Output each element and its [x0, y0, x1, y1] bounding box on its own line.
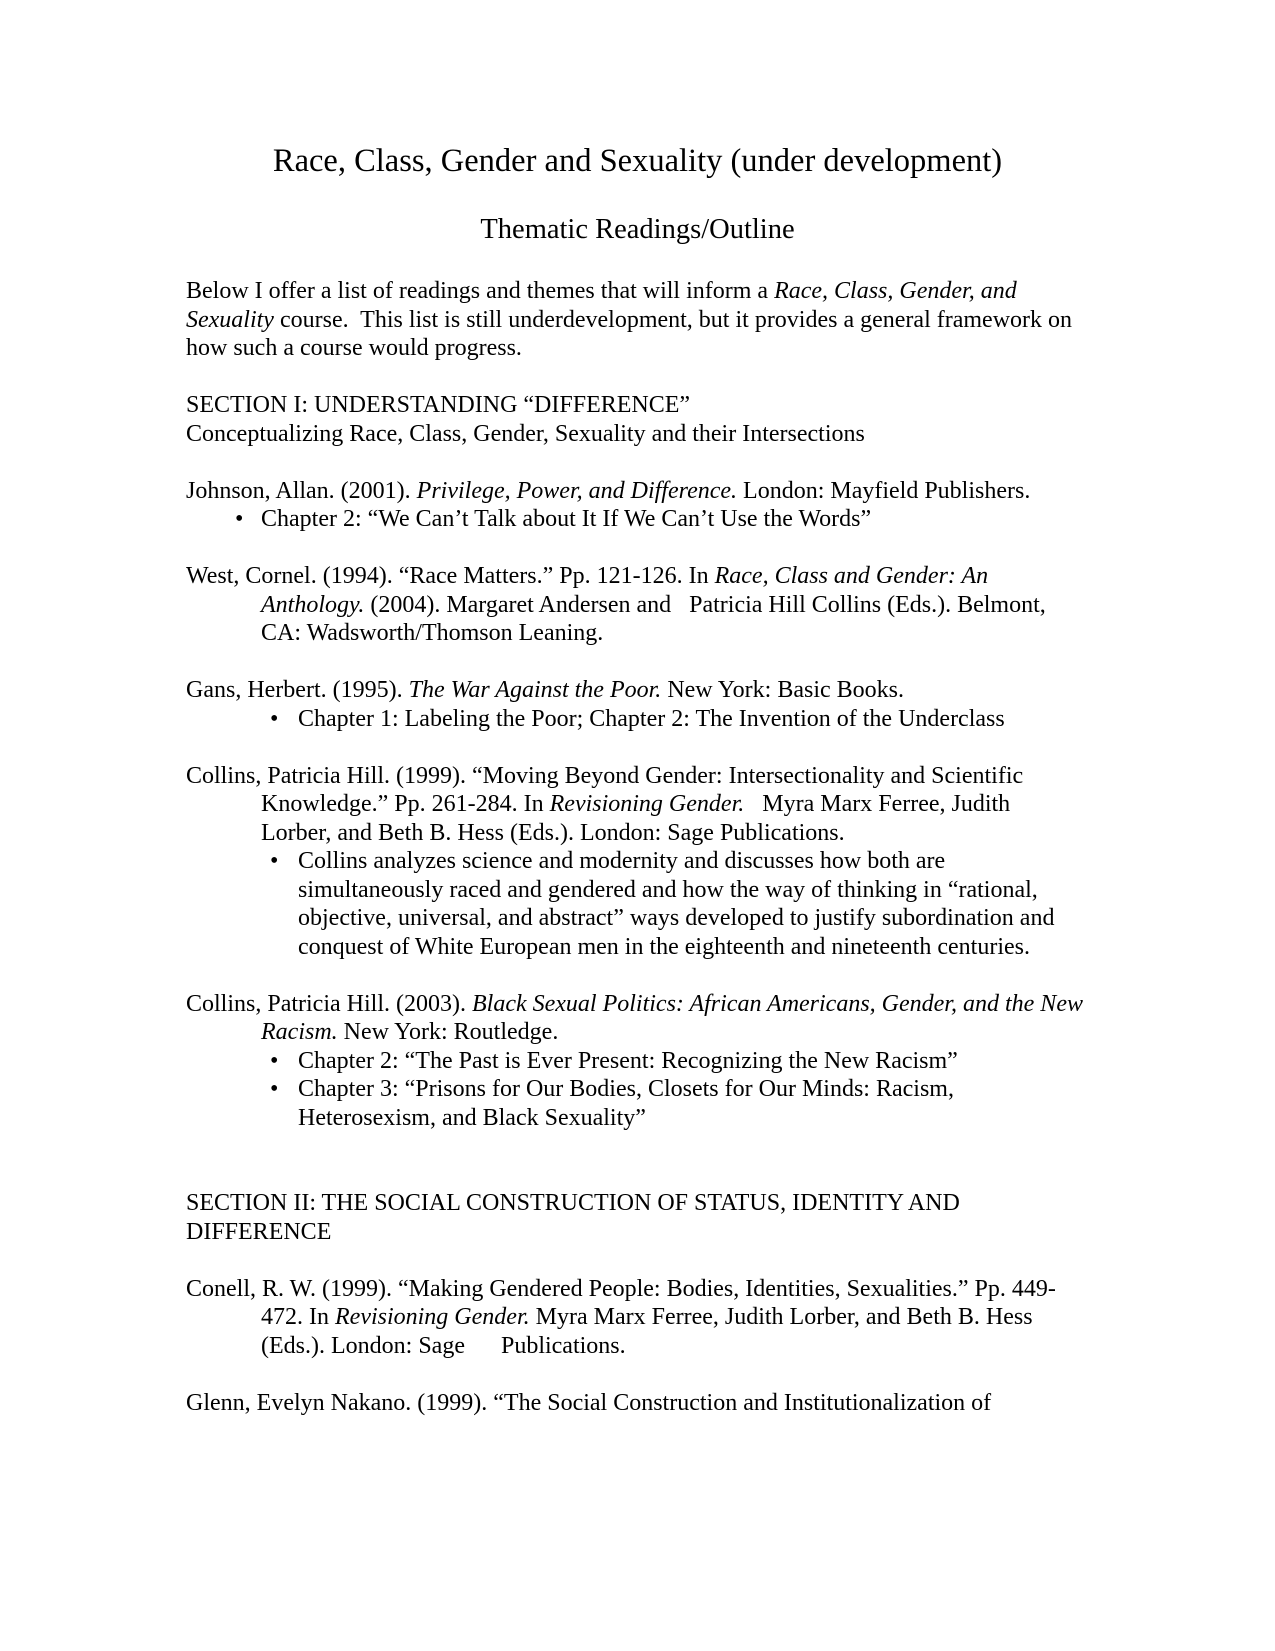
reference-west [186, 562, 1086, 648]
bullet-item: • Collins analyzes science and modernity and discusses how both are simultaneously raced and gendered and how the way of thinking in “rational, objective, universal, and abstract” ways developed to justify subordination and conquest of White European men in the eighteenth and nineteenth centuries. [186, 847, 1086, 961]
intro-text-end: course. This list is still underdevelopment, but it provides a general framework on how such a course would progress. [186, 306, 1079, 361]
ref-publisher: London: Mayfield Publishers. [737, 477, 1031, 504]
ref-title: Revisioning Gender. [549, 791, 745, 817]
intro-text: Below I offer a list of readings and themes that will inform a [186, 278, 775, 304]
ref-publisher: New York: Basic Books. [661, 677, 904, 703]
ref-author: Collins, Patricia Hill. (1999). “Moving Beyond Gender: Intersectionality and Scientific Knowledge.” Pp. 261-284. In [186, 762, 1030, 817]
ref-author: West, Cornel. (1994). “Race Matters.” Pp. 121-126. In [186, 563, 715, 589]
ref-title: Black Sexual Politics: African Americans, Gender, and the New Racism. [261, 990, 1083, 1045]
ref-author: Johnson, Allan. (2001). [186, 477, 417, 504]
reference-collins-1999 [186, 762, 1086, 848]
section1-heading: SECTION I: UNDERSTANDING “DIFFERENCE” [186, 392, 691, 418]
reference-johnson [186, 477, 1086, 506]
gans-bullets [186, 705, 1086, 734]
ref-author: Conell, R. W. (1999). “Making Gendered People: Bodies, Identities, Sexualities.” Pp. 449-472. In [186, 1275, 1056, 1330]
johnson-bullets [186, 505, 1086, 534]
intro-course-title: Race, Class, Gender, and Sexuality [186, 278, 1023, 333]
ref-author: Glenn, Evelyn Nakano. (1999). “The Social Construction and Institutionalization of [186, 1389, 992, 1416]
collins-1999-bullets [186, 847, 1086, 961]
ref-author: Collins, Patricia Hill. (2003). [186, 990, 472, 1017]
ref-title: The War Against the Poor. [408, 677, 662, 703]
document-body [186, 277, 1086, 1417]
ref-title: Race, Class and Gender: An Anthology. [261, 563, 994, 618]
page-subtitle: Thematic Readings/Outline [480, 214, 795, 245]
bullet-item: • Chapter 1: Labeling the Poor; Chapter 2: The Invention of the Underclass [186, 705, 1086, 734]
reference-glenn [186, 1389, 1086, 1418]
ref-title: Revisioning Gender. [335, 1304, 530, 1330]
ref-publisher: Myra Marx Ferree, Judith Lorber, and Beth B. Hess (Eds.). London: Sage Publications. [261, 1304, 1039, 1359]
collins-2003-bullets [186, 1047, 1086, 1133]
bullet-item: • Chapter 3: “Prisons for Our Bodies, Closets for Our Minds: Racism, Heterosexism, and Black Sexuality” [186, 1075, 1086, 1132]
ref-publisher: Myra Marx Ferree, Judith Lorber, and Beth B. Hess (Eds.). London: Sage Publications. [261, 791, 1017, 846]
reference-gans [186, 676, 1086, 705]
ref-author: Gans, Herbert. (1995). [186, 677, 409, 703]
page-title: Race, Class, Gender and Sexuality (under development) [272, 143, 1003, 179]
section1-subheading: Conceptualizing Race, Class, Gender, Sexuality and their Intersections [186, 420, 865, 447]
ref-title: Privilege, Power, and Difference. [416, 477, 738, 504]
intro-paragraph [186, 277, 1086, 363]
section2-heading: SECTION II: THE SOCIAL CONSTRUCTION OF STATUS, IDENTITY AND DIFFERENCE [186, 1190, 960, 1245]
bullet-item: • Chapter 2: “We Can’t Talk about It If We Can’t Use the Words” [186, 505, 1086, 534]
reference-collins-2003 [186, 990, 1086, 1047]
ref-publisher: New York: Routledge. [337, 1019, 559, 1045]
bullet-item: • Chapter 2: “The Past is Ever Present: Recognizing the New Racism” [186, 1047, 1086, 1076]
reference-conell [186, 1275, 1086, 1361]
ref-publisher: (2004). Margaret Andersen and Patricia Hill Collins (Eds.). Belmont, CA: Wadsworth/Thomson Leaning. [261, 591, 1052, 646]
